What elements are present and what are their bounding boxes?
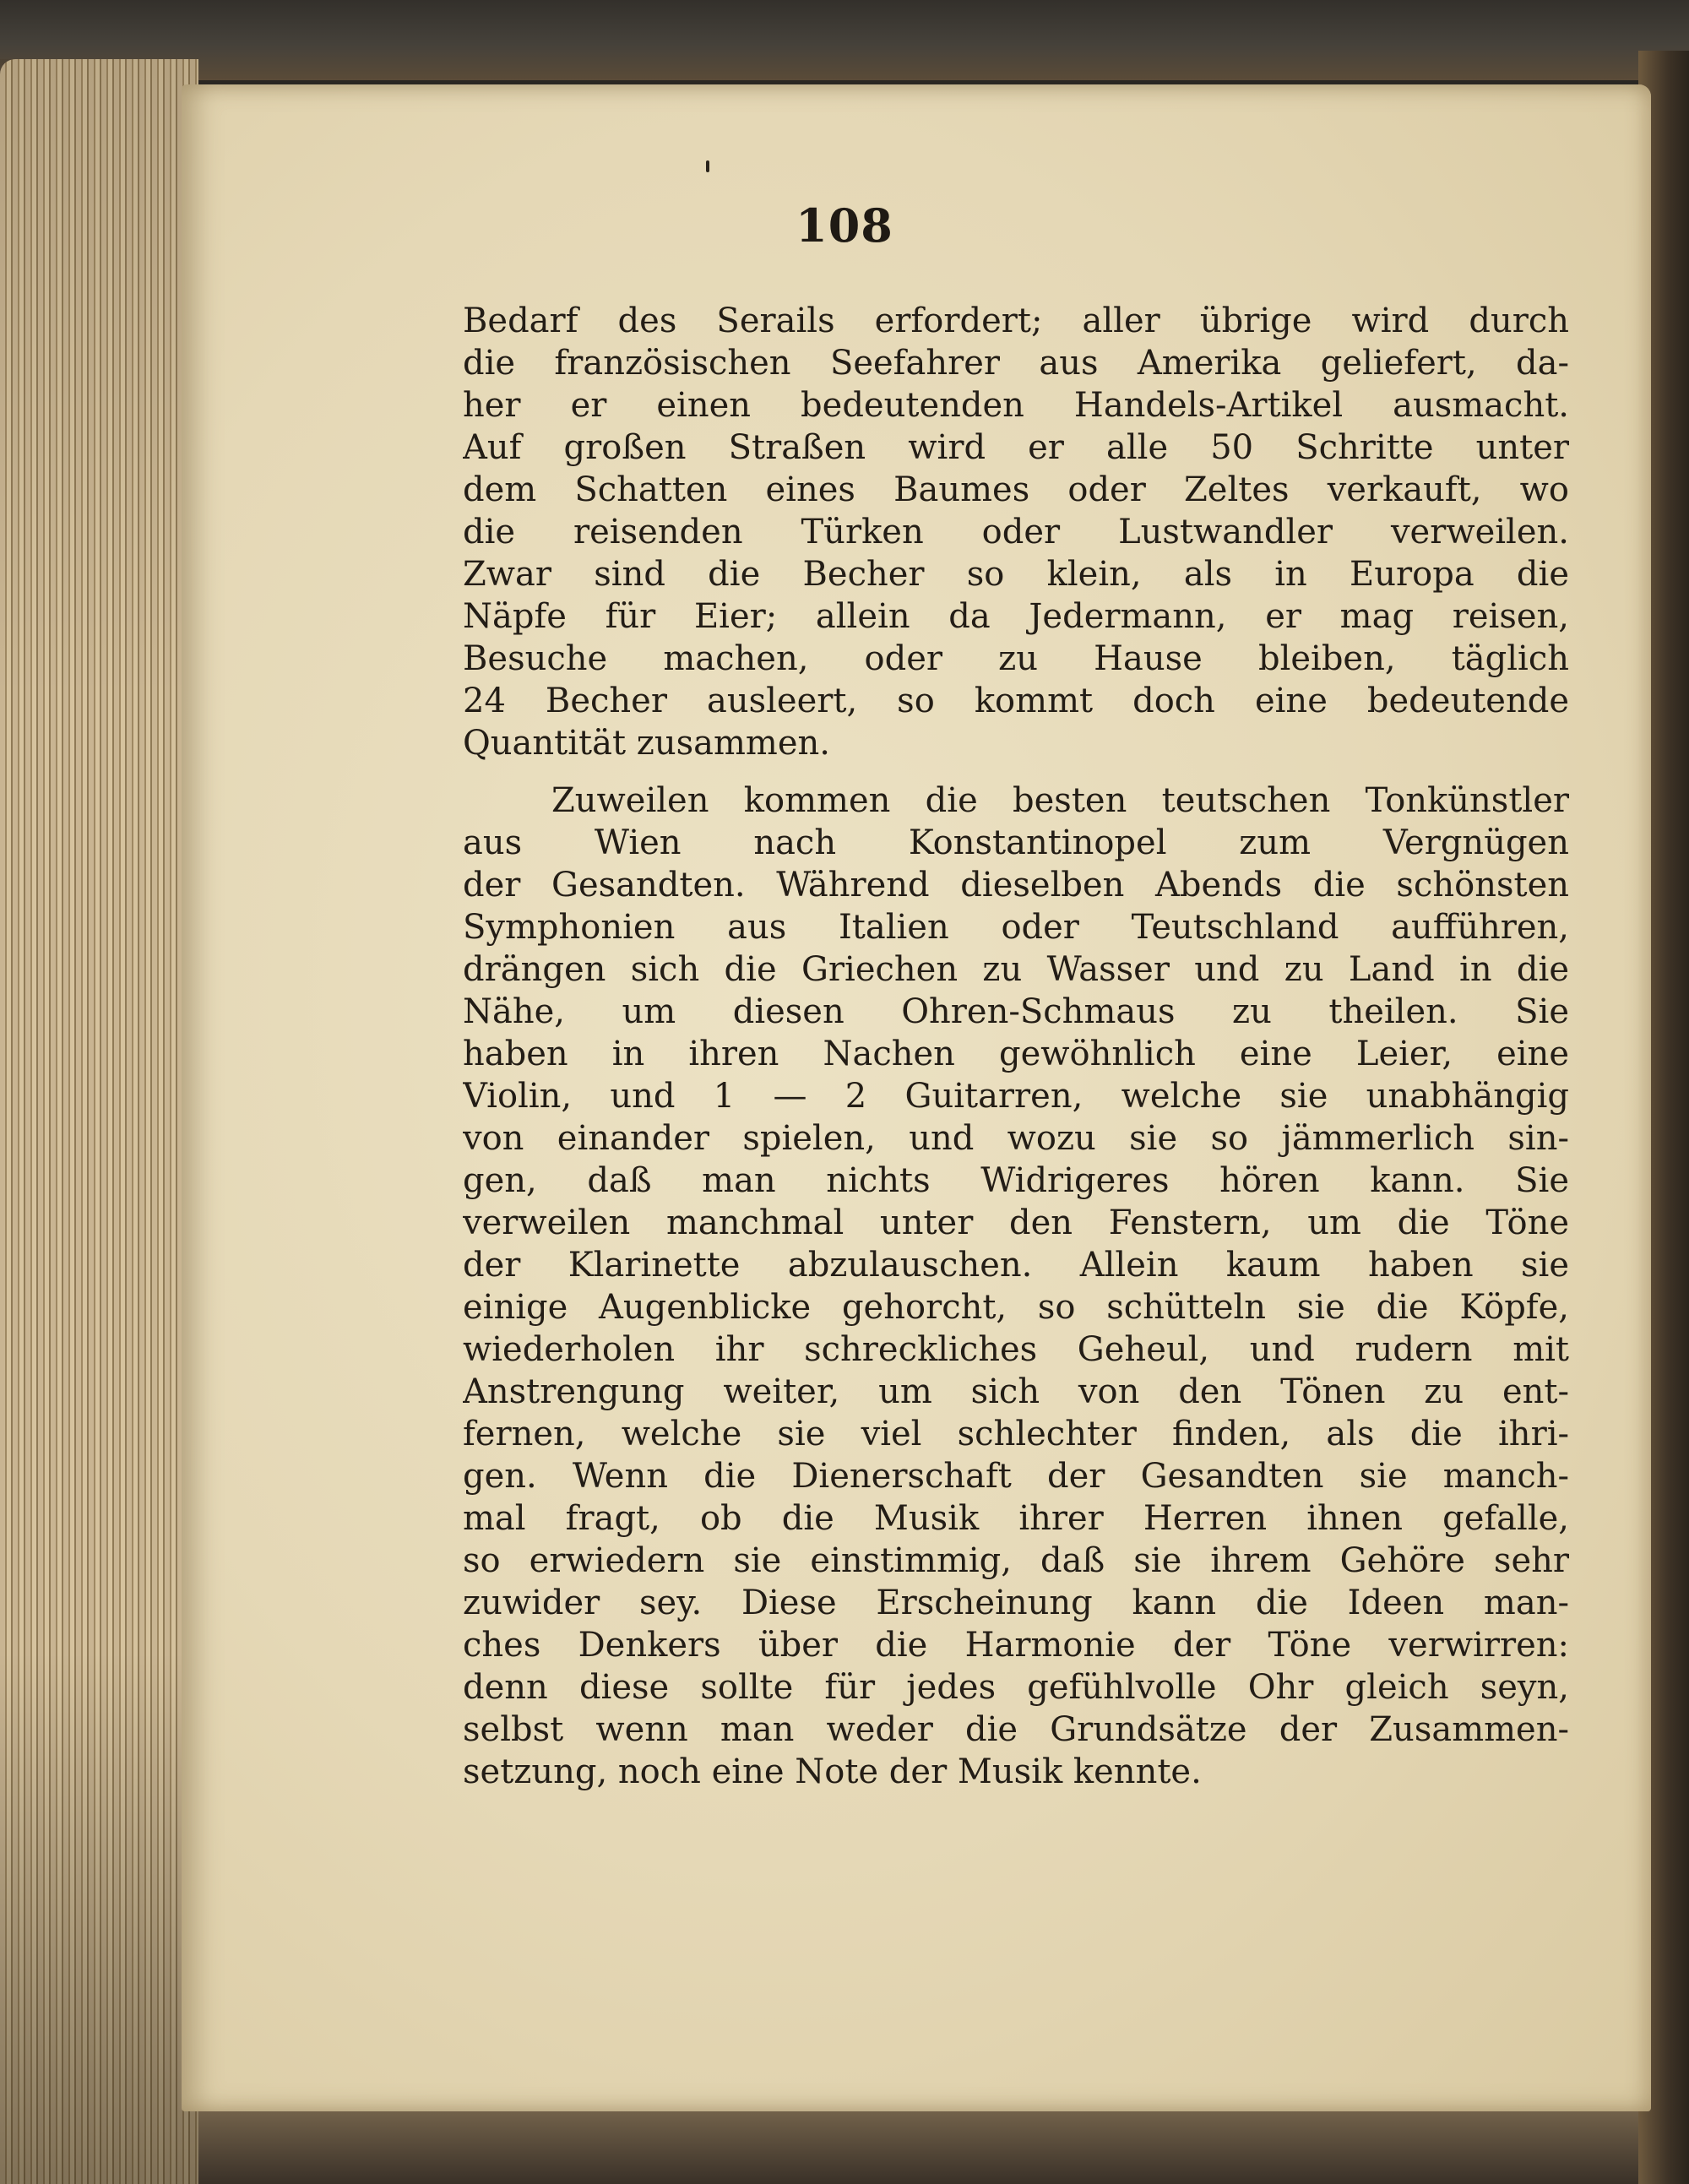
text-line: Violin, und 1 — 2 Guitarren, welche sie unabhängig — [463, 1077, 1569, 1116]
paragraph-2 — [463, 780, 1569, 1793]
ink-mark — [706, 160, 709, 172]
text-line: dem Schatten eines Baumes oder Zeltes verkauft, wo — [463, 470, 1569, 509]
text-line: denn diese sollte für jedes gefühlvolle Ohr gleich seyn, — [463, 1668, 1569, 1707]
text-line: Bedarf des Serails erfordert; aller übrige wird durch — [463, 302, 1569, 340]
page-text — [463, 300, 1569, 1808]
text-line: so erwiedern sie einstimmig, daß sie ihrem Gehöre sehr — [463, 1541, 1569, 1580]
text-line: ches Denkers über die Harmonie der Töne verwirren: — [463, 1626, 1569, 1665]
page-edges-shadow — [0, 59, 198, 2184]
text-line: Nähe, um diesen Ohren-Schmaus zu theilen. Sie — [463, 992, 1569, 1031]
text-line: von einander spielen, und wozu sie so jämmerlich sin- — [463, 1119, 1569, 1158]
text-line: Zwar sind die Becher so klein, als in Europa die — [463, 555, 1569, 594]
paragraph-1 — [463, 300, 1569, 764]
text-line: Anstrengung weiter, um sich von den Tönen zu ent- — [463, 1372, 1569, 1411]
text-line: die reisenden Türken oder Lustwandler verweilen. — [463, 513, 1569, 551]
page-number: 108 — [796, 198, 893, 253]
text-line: Besuche machen, oder zu Hause bleiben, täglich — [463, 639, 1569, 678]
text-line: wiederholen ihr schreckliches Geheul, und rudern mit — [463, 1330, 1569, 1369]
text-line: Zuweilen kommen die besten teutschen Tonkünstler — [551, 781, 1569, 820]
text-line: mal fragt, ob die Musik ihrer Herren ihnen gefalle, — [463, 1499, 1569, 1538]
book-cover-top — [0, 0, 1689, 80]
text-line: der Klarinette abzulauschen. Allein kaum haben sie — [463, 1246, 1569, 1285]
text-line: 24 Becher ausleert, so kommt doch eine bedeutende — [463, 682, 1569, 720]
text-line: fernen, welche sie viel schlechter finden, als die ihri- — [463, 1415, 1569, 1453]
text-line: gen, daß man nichts Widrigeres hören kann. Sie — [463, 1161, 1569, 1200]
text-line: Quantität zusammen. — [463, 724, 830, 763]
text-line: her er einen bedeutenden Handels-Artikel ausmacht. — [463, 386, 1569, 425]
text-line: zuwider sey. Diese Erscheinung kann die Ideen man- — [463, 1584, 1569, 1622]
text-line: drängen sich die Griechen zu Wasser und zu Land in die — [463, 950, 1569, 989]
text-line: die französischen Seefahrer aus Amerika geliefert, da- — [463, 344, 1569, 383]
text-line: setzung, noch eine Note der Musik kennte. — [463, 1752, 1202, 1791]
text-line: gen. Wenn die Dienerschaft der Gesandten sie manch- — [463, 1457, 1569, 1496]
text-line: Symphonien aus Italien oder Teutschland aufführen, — [463, 908, 1569, 947]
text-line: Auf großen Straßen wird er alle 50 Schritte unter — [463, 428, 1569, 467]
text-line: der Gesandten. Während dieselben Abends die schönsten — [463, 866, 1569, 905]
text-line: einige Augenblicke gehorcht, so schütteln sie die Köpfe, — [463, 1288, 1569, 1327]
text-line: haben in ihren Nachen gewöhnlich eine Leier, eine — [463, 1035, 1569, 1073]
text-line: verweilen manchmal unter den Fenstern, um die Töne — [463, 1203, 1569, 1242]
text-line: Näpfe für Eier; allein da Jedermann, er mag reisen, — [463, 597, 1569, 636]
text-line: aus Wien nach Konstantinopel zum Vergnügen — [463, 823, 1569, 862]
text-line: selbst wenn man weder die Grundsätze der Zusammen- — [463, 1710, 1569, 1749]
